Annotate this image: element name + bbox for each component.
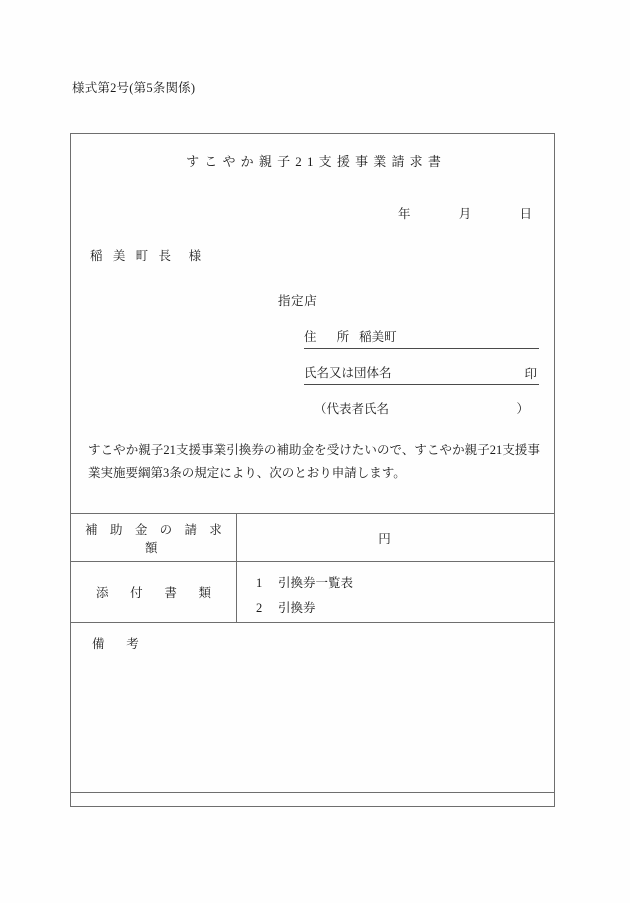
remarks-label[interactable]: 備 考 — [71, 623, 555, 807]
addressee-honorific: 様 — [188, 249, 202, 263]
table-row-attachments — [71, 562, 555, 623]
address-value: 稲美町 — [359, 330, 397, 344]
amount-unit: 円 — [378, 531, 391, 546]
request-table — [70, 513, 555, 807]
attachment-number: 1 — [256, 576, 263, 591]
table-row-amount — [71, 514, 555, 562]
list-item — [256, 596, 554, 620]
amount-label: 補 助 金 の 請 求 額 — [71, 514, 237, 562]
address-field[interactable] — [304, 327, 539, 349]
applicant-name-label: 氏名又は団体名 — [304, 366, 392, 380]
applicant-name-field[interactable] — [304, 363, 539, 385]
attachment-text: 引換券一覧表 — [278, 576, 354, 591]
attachments-value-cell — [237, 562, 555, 623]
attachments-label: 添 付 書 類 — [71, 562, 237, 623]
attachment-list — [237, 564, 554, 620]
amount-value-cell[interactable] — [237, 514, 555, 562]
date-day-label: 日 — [519, 207, 532, 221]
date-month-label: 月 — [458, 207, 472, 221]
address-label: 住 所 — [304, 330, 353, 344]
attachment-number: 2 — [256, 600, 263, 615]
body-paragraph: すこやか親子21支援事業引換券の補助金を受けたいので、すこやか親子21支援事業実施要綱第3条の規定により、次のとおり申請します。 — [88, 443, 540, 481]
document-title: すこやか親子21支援事業請求書 — [186, 154, 447, 169]
date-line — [71, 204, 556, 222]
seal-mark: 印 — [524, 367, 537, 381]
addressee-recipient: 稲 美 町 長 — [90, 249, 175, 263]
date-year-label: 年 — [397, 207, 411, 221]
attachment-text: 引換券 — [278, 600, 316, 615]
form-frame — [70, 133, 555, 793]
representative-close-paren: ） — [516, 402, 529, 416]
representative-label: （代表者氏名 — [314, 402, 390, 416]
designated-shop-label: 指定店 — [278, 294, 318, 308]
representative-name-field[interactable] — [314, 399, 529, 417]
addressee-line — [90, 246, 201, 264]
table-row-remarks — [71, 623, 555, 807]
form-number: 様式第2号(第5条関係) — [72, 81, 196, 95]
list-item — [256, 571, 554, 595]
